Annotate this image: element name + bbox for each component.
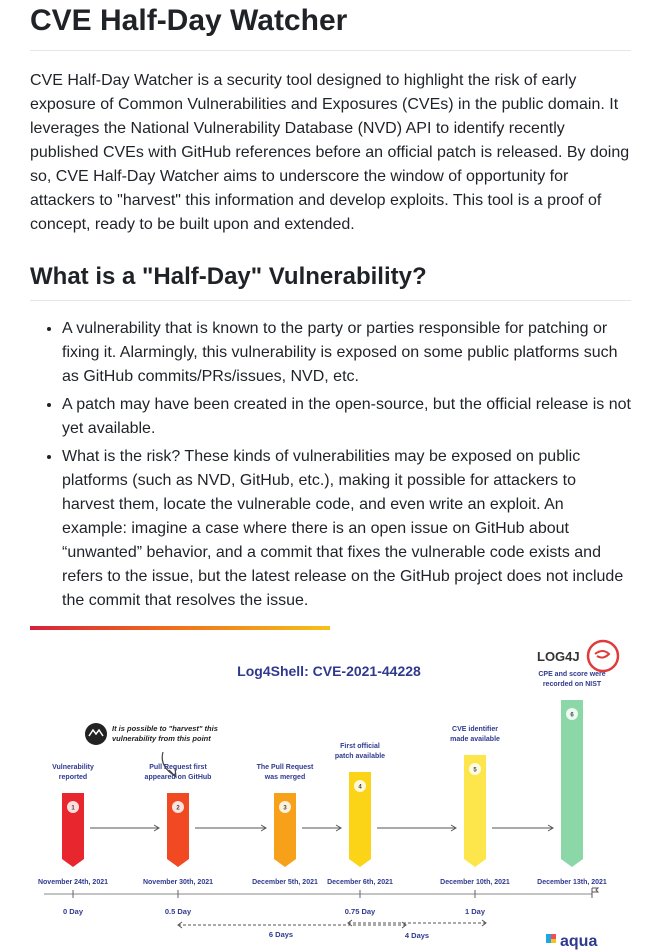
step-label: appeared on GitHub (144, 774, 212, 781)
page-title: CVE Half-Day Watcher (30, 0, 631, 51)
timeline-step (440, 726, 510, 886)
section-heading: What is a "Half-Day" Vulnerability? (30, 263, 631, 301)
step-number: 1 (71, 805, 75, 812)
step-number: 3 (283, 805, 287, 812)
aqua-logo-text: aqua (560, 933, 598, 950)
step-label: recorded on NIST (542, 681, 602, 688)
list-item: • A vulnerability that is known to the party or parties responsible for patching or fixing it. Alarmingly, this vulnerability is exposed on some public platforms such as GitHub commits/PRs/issues, NVD, etc. (62, 317, 631, 389)
timeline-step (143, 764, 213, 886)
bullet-list (30, 317, 631, 613)
step-label: reported (58, 774, 88, 781)
span-right-label: 4 Days (404, 931, 430, 940)
step-label: patch available (334, 753, 386, 760)
step-date: December 5th, 2021 (252, 879, 318, 886)
log4j-ring-icon (588, 641, 618, 671)
step-date: December 10th, 2021 (440, 879, 510, 886)
finish-flag-icon (592, 888, 598, 898)
figure-title: Log4Shell: CVE-2021-44228 (237, 663, 421, 679)
list-item: • What is the risk? These kinds of vulnerabilities may be exposed on public platforms (such as NVD, GitHub, etc.), making it possible for attackers to harvest them, locate the vulnerable code, and even write an exploit. An example: imagine a case where there is an open issue on GitHub about “unwanted” behavior, and a commit that fixes the vulnerable code exists and refers to the issue, but the latest release on the GitHub project does not include the commit that resolves the issue. (62, 445, 631, 613)
timeline-step (327, 743, 393, 886)
axis-tick-label: 0 Day (62, 907, 84, 916)
step-number: 6 (570, 712, 574, 719)
step-marker (561, 700, 583, 867)
log4shell-timeline-figure (30, 630, 630, 950)
step-date: November 24th, 2021 (37, 879, 109, 886)
readme-content (30, 0, 631, 617)
list-item: • A patch may have been created in the open-source, but the official release is not yet available. (62, 393, 631, 441)
timeline-step (537, 671, 607, 886)
axis-tick-label: 0.5 Day (164, 907, 192, 916)
step-label: The Pull Request (256, 764, 314, 771)
step-label: Pull Request first (149, 764, 207, 771)
timeline-step (38, 764, 108, 886)
log4j-logo (537, 641, 618, 671)
step-label: was merged (264, 774, 306, 781)
step-label: First official (340, 743, 380, 750)
step-date: December 13th, 2021 (537, 879, 607, 886)
log4j-swirl-icon (595, 651, 609, 658)
harvest-note-line2: vulnerability from this point (112, 734, 211, 743)
step-date: November 30th, 2021 (142, 879, 214, 886)
harvest-note-line1: It is possible to "harvest" this (112, 724, 218, 733)
step-label: CPE and score were (538, 671, 606, 678)
span-left-label: 6 Days (268, 930, 294, 939)
step-label: CVE identifier (452, 726, 498, 733)
step-number: 5 (473, 767, 477, 774)
step-number: 4 (358, 784, 362, 791)
timeline-steps (38, 671, 607, 886)
axis-tick-label: 0.75 Day (344, 907, 376, 916)
timeline-svg (30, 630, 630, 950)
step-label: Vulnerability (52, 764, 94, 771)
aqua-logo (546, 933, 597, 950)
timeline-step (252, 764, 318, 886)
step-number: 2 (176, 805, 180, 812)
step-label: made available (450, 736, 500, 743)
axis-tick-label: 1 Day (464, 907, 486, 916)
step-date: December 6th, 2021 (327, 879, 393, 886)
intro-paragraph: CVE Half-Day Watcher is a security tool designed to highlight the risk of early exposure of Common Vulnerabilities and Exposures (CVEs) in the public domain. It leverages the National Vulnerability Database (NVD) API to identify recently published CVEs with GitHub references before an official patch is released. By doing so, CVE Half-Day Watcher aims to underscore the window of opportunity for attackers to "harvest" this information and develop exploits. This tool is a proof of concept, ready to be built upon and extended. (30, 72, 630, 233)
log4j-logo-text: LOG4J (537, 649, 580, 664)
